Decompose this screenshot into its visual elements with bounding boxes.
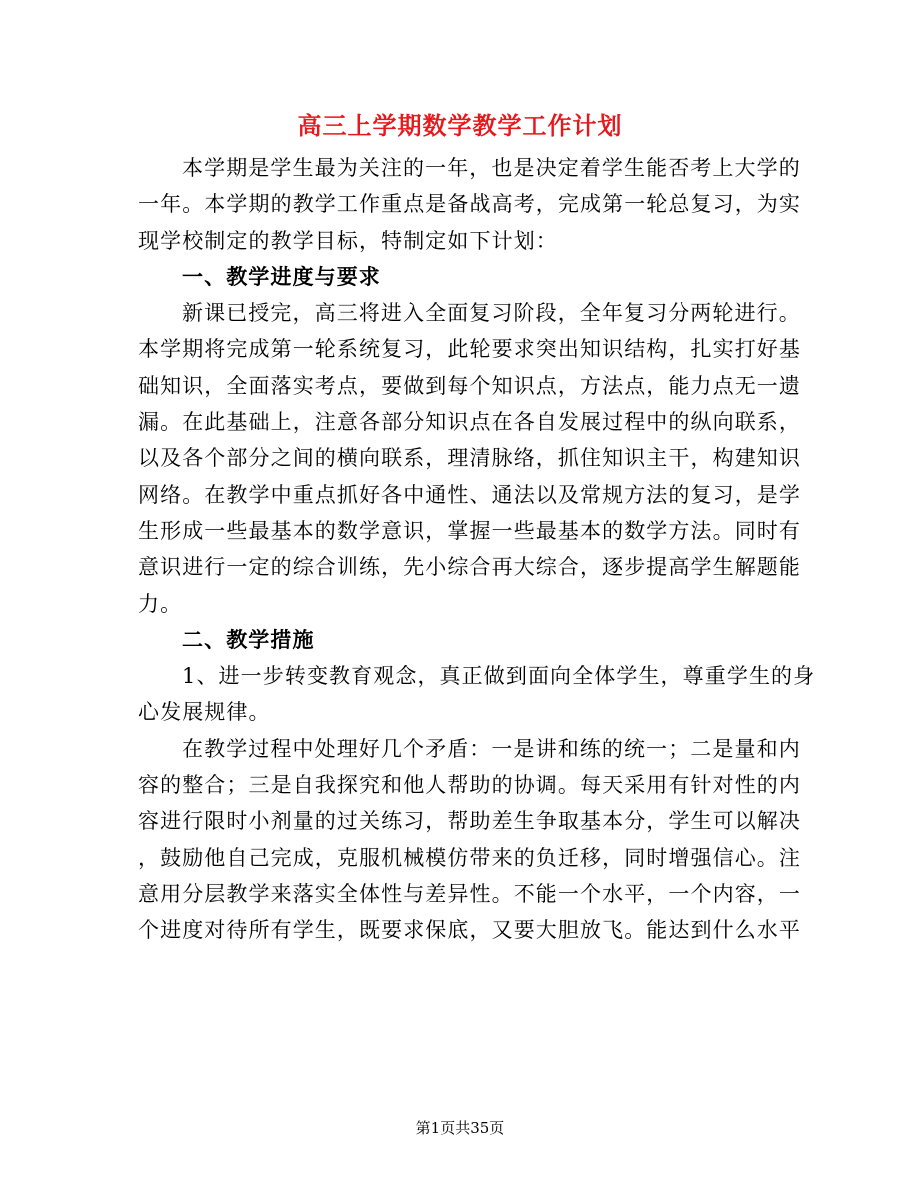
text-line: 容的整合；三是自我探究和他人帮助的协调。每天采用有针对性的内 <box>138 773 801 798</box>
section-heading: 一、教学进度与要求 <box>182 263 381 289</box>
text-line: 容进行限时小剂量的过关练习，帮助差生争取基本分，学生可以解决 <box>138 809 801 834</box>
text-line: 以及各个部分之间的横向联系，理清脉络，抓住知识主干，构建知识 <box>138 446 801 471</box>
text-line: 个进度对待所有学生，既要求保底，又要大胆放飞。能达到什么水平 <box>138 918 801 943</box>
text-line: 在教学过程中处理好几个矛盾：一是讲和练的统一；二是量和内 <box>182 736 801 761</box>
text-line: 新课已授完，高三将进入全面复习阶段，全年复习分两轮进行。 <box>182 301 801 326</box>
text-line: 础知识，全面落实考点，要做到每个知识点，方法点，能力点无一遗 <box>138 373 801 398</box>
section-heading: 二、教学措施 <box>182 626 315 652</box>
text-line: 现学校制定的教学目标，特制定如下计划： <box>138 228 558 253</box>
page-indicator: 第1页共35页 <box>415 1119 505 1137</box>
text-line: 生形成一些最基本的数学意识，掌握一些最基本的数学方法。同时有 <box>138 518 801 543</box>
text-line: 本学期将完成第一轮系统复习，此轮要求突出知识结构，扎实打好基 <box>138 337 801 362</box>
text-line: 力。 <box>138 591 183 616</box>
text-line: 1、进一步转变教育观念，真正做到面向全体学生，尊重学生的身 <box>182 664 816 689</box>
page-title: 高三上学期数学教学工作计划 <box>297 111 623 140</box>
text-line: 本学期是学生最为关注的一年，也是决定着学生能否考上大学的 <box>182 156 801 180</box>
text-line: 意用分层教学来落实全体性与差异性。不能一个水平，一个内容，一 <box>138 881 801 906</box>
text-line: 网络。在教学中重点抓好各中通性、通法以及常规方法的复习，是学 <box>138 482 801 507</box>
text-line: 心发展规律。 <box>138 700 271 725</box>
text-line: 漏。在此基础上，注意各部分知识点在各自发展过程中的纵向联系， <box>138 410 801 435</box>
document-body <box>138 150 816 949</box>
text-line: 一年。本学期的教学工作重点是备战高考，完成第一轮总复习，为实 <box>138 192 801 217</box>
text-line: ，鼓励他自己完成，克服机械模仿带来的负迁移，同时增强信心。注 <box>138 845 801 870</box>
text-line: 意识进行一定的综合训练，先小综合再大综合，逐步提高学生解题能 <box>138 555 801 580</box>
